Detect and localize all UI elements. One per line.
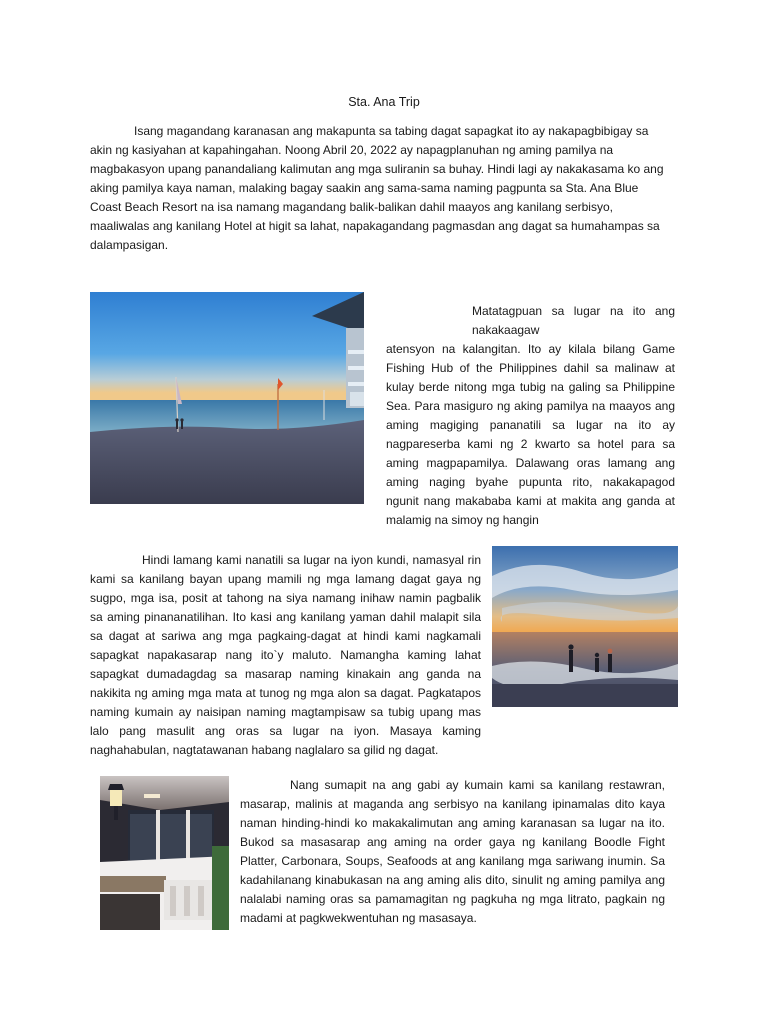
beach-photo <box>90 292 364 504</box>
paragraph-location-text: atensyon na kalangitan. Ito ay kilala bilang Game Fishing Hub of the Philippines dahil sa malinaw at kulay berde nitong mga tubig na galing sa Philippine Sea. Para masiguro ng aking pamilya na maayos ang aming magiging pananatili sa lugar na ito ay nagpareserba kami ng 2 kwarto sa hotel para sa aming magpapamilya. Dalawang oras lamang ang aming naging byahe pupunta rito, nakakapagod ngunit nang makababa kami at makita ang ganda at malamig na simoy ng hangin <box>386 342 675 527</box>
paragraph-town-text: Hindi lamang kami nanatili sa lugar na iyon kundi, namasyal rin kami sa kanilang bayan upang mamili ng mga lamang dagat gaya ng sugpo, mga isa, posit at tahong na siya namang inihaw namin pagbalik sa aming pinananatilihan. Ito kasi ang kanilang yaman dahil malapit sila sa dagat at sariwa ang mga pagkaing-dagat at hindi kami nagkamali sapagkat napakasarap nang ito`y maluto. Namangha kaming lahat sapagkat dumadagdag sa masarap naming kinakain ang ganda na nakikita ng aming mga mata at tunog ng mga alon sa dagat. Pagkatapos naming kumain ay naisipan naming magtampisaw sa tubig upang mas lalo pang masulit ang oras sa lugar na iyon. Masaya kaming naghahabulan, nagtatawanan habang naglalaro sa gilid ng dagat. <box>90 553 481 757</box>
paragraph-location-first-line: Matatagpuan sa lugar na ito ang nakakaagaw <box>472 304 675 337</box>
paragraph-intro <box>90 122 664 255</box>
document-title: Sta. Ana Trip <box>348 95 420 109</box>
paragraph-intro-text: Isang magandang karanasan ang makapunta sa tabing dagat sapagkat ito ay nakapagbibigay sa akin ng kasiyahan at kapahingahan. Noong Abril 20, 2022 ay napagplanuhan ng aming pamilya na magbakasyon upang panandaliang kalimutan ang mga suliranin sa buhay. Hindi lagi ay nakakasama ko ang aking pamilya kaya naman, malaking bagay saakin ang sama-sama naming pagpunta sa Sta. Ana Blue Coast Beach Resort na isa namang magandang balik-balikan dahil maayos ang kanilang serbisyo, maaliwalas ang kanilang Hotel at higit sa lahat, napakagandang pagmasdan ang dagat sa humahampas sa dalampasigan. <box>90 124 664 252</box>
paragraph-town <box>90 551 481 760</box>
paragraph-location <box>386 302 675 527</box>
paragraph-evening-text: Nang sumapit na ang gabi ay kumain kami sa kanilang restawran, masarap, malinis at maganda ang serbisyo na kanilang ipinamalas dito kaya naman hinding-hindi ko makakalimutan ang aming karanasan sa lugar na ito. Bukod sa masasarap ang aming na order gaya ng kanilang Boodle Fight Platter, Carbonara, Soups, Seafoods at ang kanilang mga sariwang inumin. Sa kadahilanang kinabukasan na ang aming alis dito, sinulit ng aming pamilya ang nalalabi naming oras sa pamamagitan ng pagkuha ng mga litrato, pagkain ng madami at pagkwekwentuhan ng masasaya. <box>240 778 665 925</box>
restaurant-photo <box>100 776 229 930</box>
sunset-photo <box>492 546 678 707</box>
paragraph-evening <box>240 776 665 928</box>
